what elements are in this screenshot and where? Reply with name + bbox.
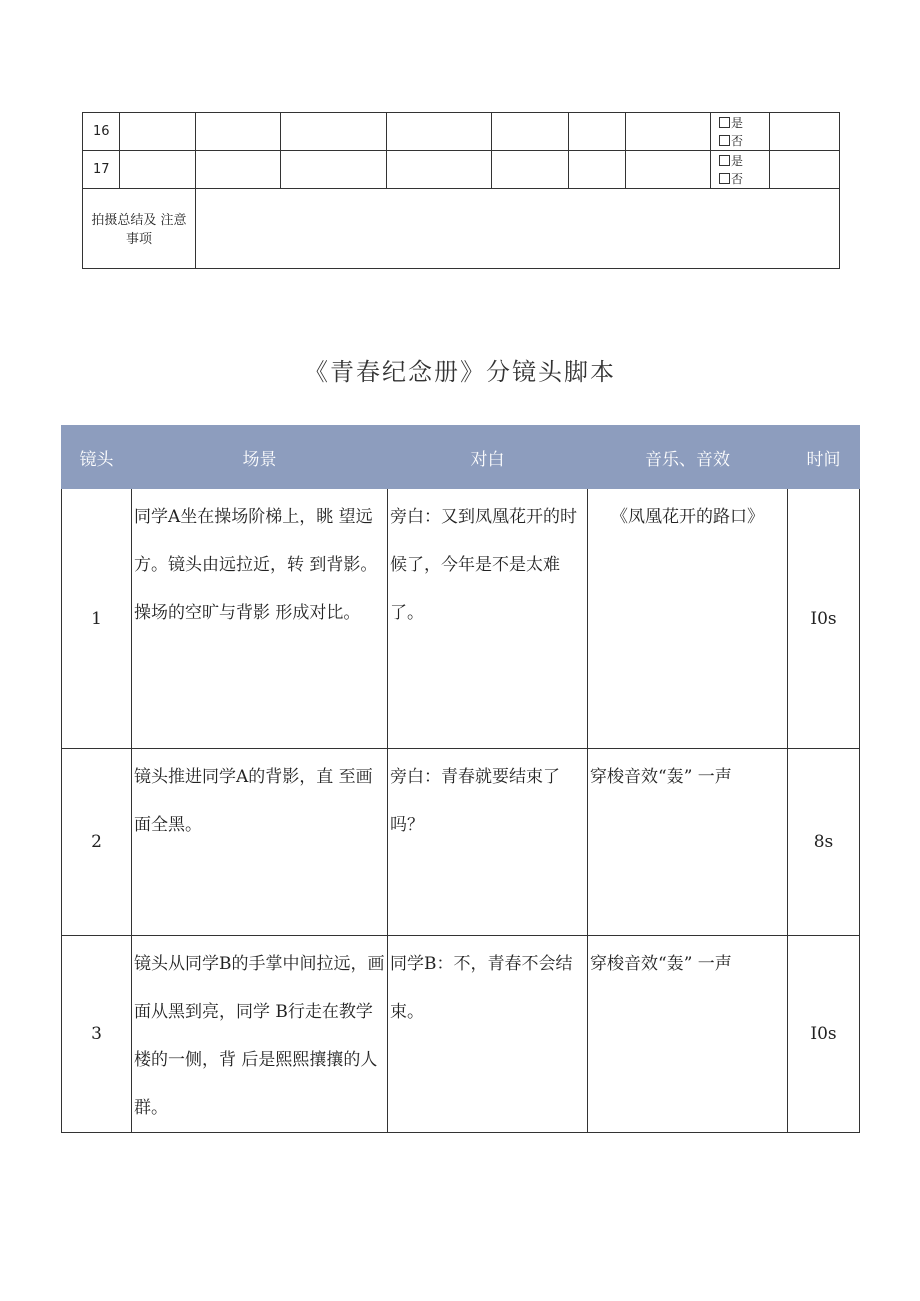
- time-cell: I0s: [788, 489, 860, 749]
- empty-cell[interactable]: [492, 151, 569, 189]
- table-header-row: [62, 426, 860, 489]
- checkbox-icon[interactable]: [719, 173, 730, 184]
- table-row: [62, 489, 860, 749]
- shot-number: 3: [62, 936, 132, 1133]
- no-option[interactable]: [719, 170, 769, 188]
- yes-option[interactable]: [719, 152, 769, 170]
- dialogue-cell: 同学B：不，青春不会结束。: [388, 936, 588, 1133]
- shot-number: 1: [62, 489, 132, 749]
- empty-cell[interactable]: [120, 151, 196, 189]
- shot-number: 2: [62, 749, 132, 936]
- summary-label: 拍摄总结及 注意事项: [83, 189, 196, 269]
- scene-cell: 镜头推进同学A的背影，直 至画面全黑。: [132, 749, 388, 936]
- music-cell: 穿梭音效“轰” 一声: [588, 749, 788, 936]
- checkbox-icon[interactable]: [719, 155, 730, 166]
- shot-list-table: [82, 112, 840, 269]
- empty-cell[interactable]: [196, 113, 281, 151]
- empty-cell[interactable]: [387, 113, 492, 151]
- yes-label: 是: [731, 153, 744, 168]
- no-label: 否: [731, 171, 744, 186]
- time-cell: 8s: [788, 749, 860, 936]
- music-cell: 穿梭音效“轰” 一声: [588, 936, 788, 1133]
- header-scene: 场景: [132, 426, 388, 489]
- dialogue-cell: 旁白：又到凤凰花开的时候了，今年是不是太难了。: [388, 489, 588, 749]
- music-cell: 《凤凰花开的路口》: [588, 489, 788, 749]
- page-title: 《青春纪念册》分镜头脚本: [304, 358, 616, 386]
- header-music: 音乐、音效: [588, 426, 788, 489]
- header-time: 时间: [788, 426, 860, 489]
- header-dialogue: 对白: [388, 426, 588, 489]
- checkbox-icon[interactable]: [719, 117, 730, 128]
- summary-field[interactable]: [196, 189, 840, 269]
- yes-label: 是: [731, 115, 744, 130]
- empty-cell[interactable]: [492, 113, 569, 151]
- scene-cell: 同学A坐在操场阶梯上，眺 望远方。镜头由远拉近，转 到背影。操场的空旷与背影 形成对比。: [132, 489, 388, 749]
- time-cell: I0s: [788, 936, 860, 1133]
- empty-cell[interactable]: [770, 151, 840, 189]
- table-row: [62, 749, 860, 936]
- table-row: [83, 151, 840, 189]
- table-row: [62, 936, 860, 1133]
- empty-cell[interactable]: [120, 113, 196, 151]
- checkbox-icon[interactable]: [719, 135, 730, 146]
- empty-cell[interactable]: [626, 151, 711, 189]
- yes-option[interactable]: [719, 114, 769, 132]
- empty-cell[interactable]: [281, 151, 387, 189]
- empty-cell[interactable]: [569, 151, 626, 189]
- empty-cell[interactable]: [281, 113, 387, 151]
- summary-row: [83, 189, 840, 269]
- empty-cell[interactable]: [196, 151, 281, 189]
- no-label: 否: [731, 133, 744, 148]
- yes-no-choice: [711, 113, 770, 151]
- row-number: 16: [83, 113, 120, 151]
- header-shot: 镜头: [62, 426, 132, 489]
- empty-cell[interactable]: [626, 113, 711, 151]
- empty-cell[interactable]: [569, 113, 626, 151]
- row-number: 17: [83, 151, 120, 189]
- empty-cell[interactable]: [387, 151, 492, 189]
- dialogue-cell: 旁白：青春就要结束了吗？: [388, 749, 588, 936]
- yes-no-choice: [711, 151, 770, 189]
- empty-cell[interactable]: [770, 113, 840, 151]
- table-row: [83, 113, 840, 151]
- storyboard-table: [61, 425, 860, 1133]
- scene-cell: 镜头从同学B的手掌中间拉远，画面从黑到亮，同学 B行走在教学楼的一侧，背 后是熙熙攘攘的人群。: [132, 936, 388, 1133]
- no-option[interactable]: [719, 132, 769, 150]
